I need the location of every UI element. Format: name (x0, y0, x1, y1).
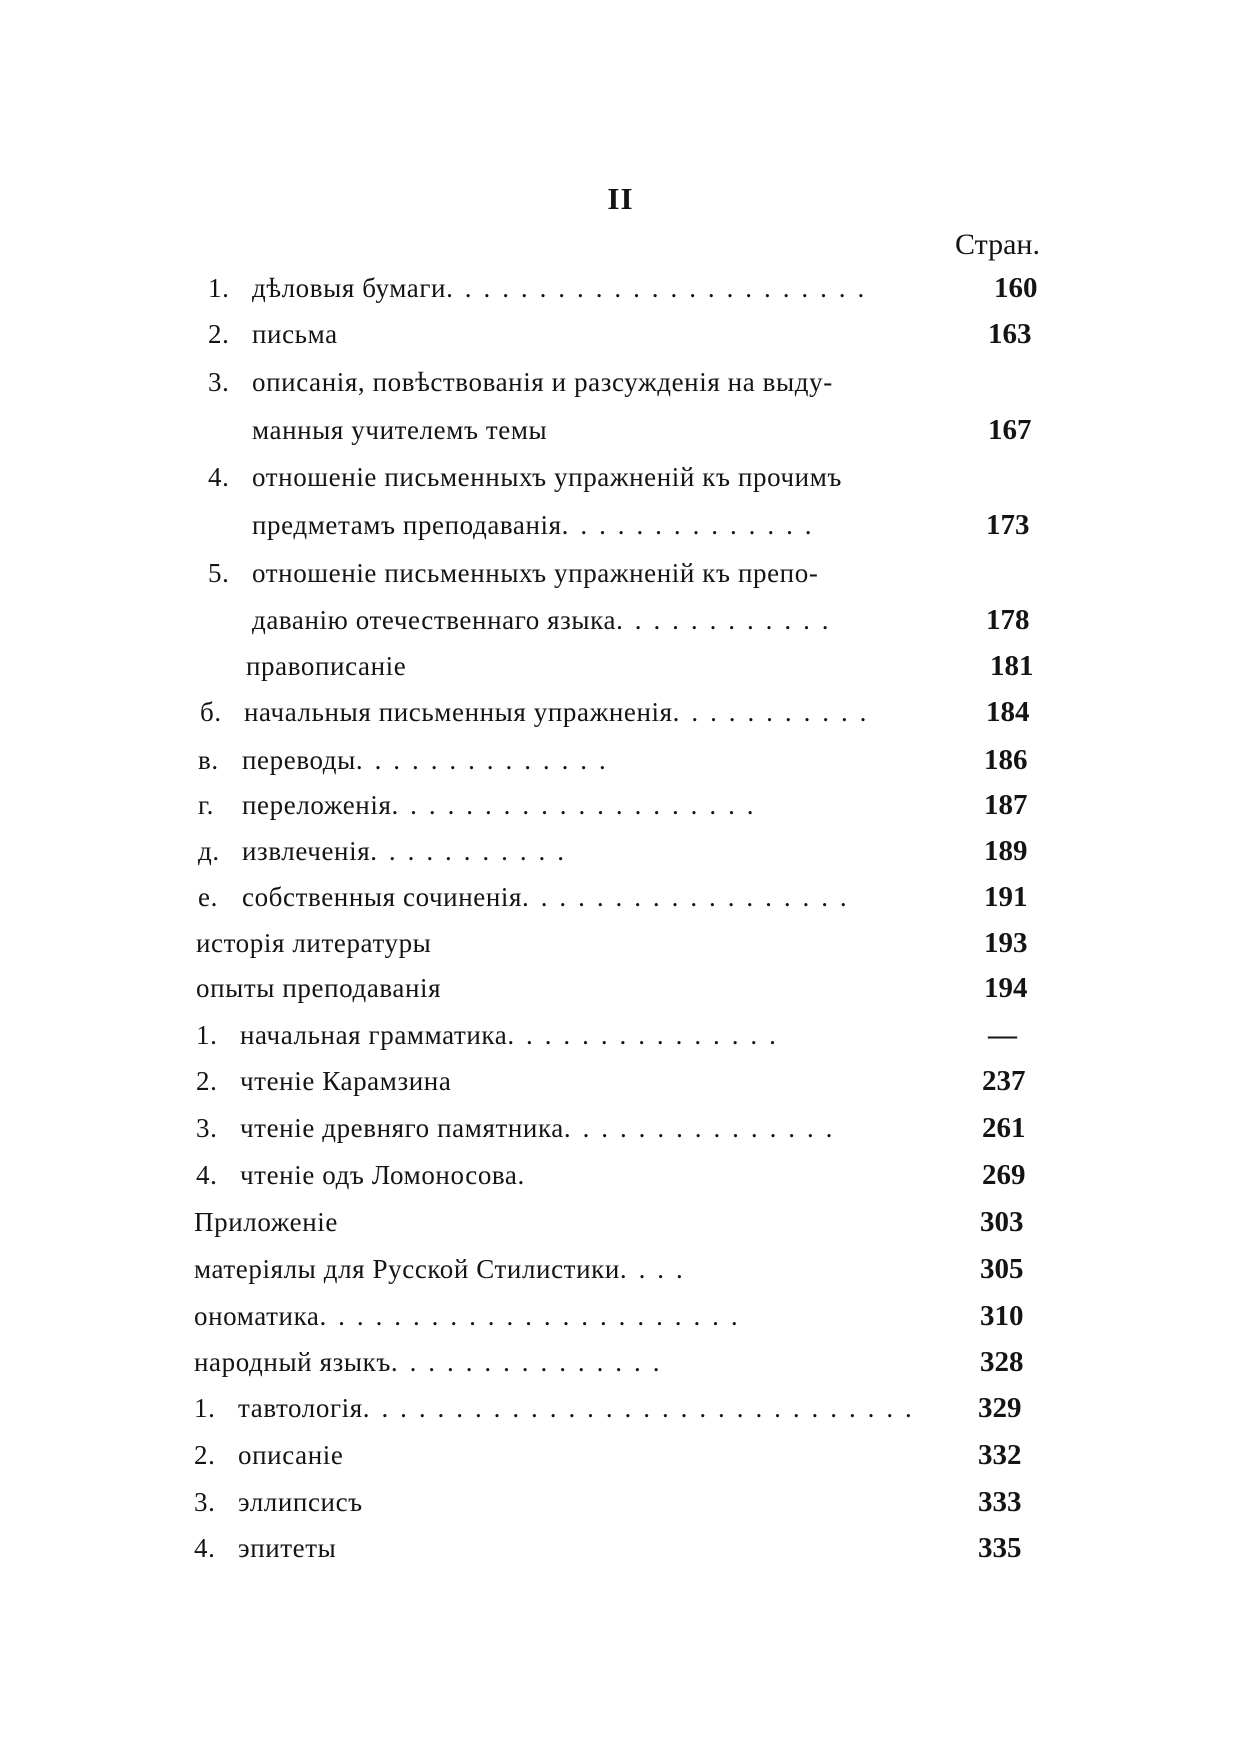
entry-number: 2. (196, 1066, 218, 1096)
toc-entry (208, 459, 842, 495)
entry-number: 2. (208, 319, 230, 349)
toc-entry-continuation (252, 412, 547, 448)
entry-title: матеріялы для Русской Стилистики (194, 1254, 620, 1284)
leader-dots: . . . . . . . . . . . . . . . (563, 1113, 836, 1143)
entry-title: дѣловыя бумаги (252, 273, 447, 303)
entry-title: переложенія (242, 790, 392, 820)
entry-number: 5. (208, 558, 230, 588)
entry-page: 186 (984, 744, 1028, 776)
entry-page: 305 (980, 1253, 1024, 1285)
entry-number: 1. (194, 1393, 216, 1423)
toc-entry (246, 648, 406, 684)
leader-dots: . . . . . . . . . . . . . . . . . . . . . . . (319, 1301, 741, 1331)
entry-number: г. (198, 790, 214, 820)
entry-page: 329 (978, 1392, 1022, 1424)
toc-entry (198, 787, 756, 823)
entry-page: 333 (978, 1486, 1022, 1518)
leader-dots: . . . . . . . . . . . . . . (561, 510, 815, 540)
entry-page: 160 (994, 272, 1038, 304)
toc-entry (194, 1530, 336, 1566)
toc-entry (196, 1157, 527, 1193)
entry-title: манныя учителемъ темы (252, 415, 548, 445)
entry-page: 178 (986, 604, 1030, 636)
entry-title: правописаніе (246, 651, 407, 681)
entry-number: 3. (208, 367, 230, 397)
leader-dots: . . . . . . . . . . . . . . (355, 745, 609, 775)
toc-entry (194, 1251, 685, 1287)
entry-page: 335 (978, 1532, 1022, 1564)
entry-title: исторія литературы (196, 928, 432, 958)
entry-title: чтеніе Карамзина (240, 1066, 452, 1096)
toc-entry (194, 1344, 662, 1380)
toc-entry-continuation (252, 507, 814, 543)
entry-title: начальная грамматика (240, 1020, 508, 1050)
entry-number: 4. (196, 1160, 218, 1190)
entry-page: 328 (980, 1346, 1024, 1378)
entry-title: эллипсисъ (238, 1487, 363, 1517)
toc-entry (208, 316, 338, 352)
leader-dots: . . . . . . . . . . . . (616, 605, 832, 635)
leader-dots: . . . . . . . . . . . . . . . . . . (522, 882, 850, 912)
toc-entry (196, 970, 441, 1006)
entry-number: б. (200, 697, 222, 727)
entry-title: тавтологія (238, 1393, 363, 1423)
entry-page: 303 (980, 1206, 1024, 1238)
entry-number: 4. (194, 1533, 216, 1563)
entry-number: в. (198, 745, 219, 775)
entry-title: народный языкъ (194, 1347, 391, 1377)
entry-number: 2. (194, 1440, 216, 1470)
entry-title: извлеченія (242, 836, 371, 866)
entry-page: — (988, 1019, 1017, 1051)
entry-title: описаніе (238, 1440, 344, 1470)
page-number: II (607, 181, 634, 216)
entry-title: отношеніе письменныхъ упражненій къ прочимъ (252, 462, 842, 492)
toc-entry-continuation (252, 602, 831, 638)
leader-dots: . . . . . . . . . . . . . . . . . . . . . . . (446, 273, 867, 303)
toc-entry (208, 270, 867, 306)
entry-title: эпитеты (238, 1533, 337, 1563)
entry-number: 3. (194, 1487, 216, 1517)
toc-entry (196, 1063, 451, 1099)
entry-number: д. (198, 836, 220, 866)
leader-dots: . (517, 1160, 527, 1190)
leader-dots: . . . . . . . . . . . (672, 697, 870, 727)
toc-entry (198, 879, 849, 915)
entry-page: 269 (982, 1159, 1026, 1191)
entry-page: 189 (984, 835, 1028, 867)
entry-title: начальныя письменныя упражненія (244, 697, 673, 727)
entry-number: 3. (196, 1113, 218, 1143)
leader-dots: . . . . . . . . . . . . . . . (390, 1347, 663, 1377)
toc-entry (194, 1204, 338, 1240)
entry-title: предметамъ преподаванія (252, 510, 562, 540)
entry-title: отношеніе письменныхъ упражненій къ препо- (252, 558, 819, 588)
entry-page: 310 (980, 1300, 1024, 1332)
leader-dots: . . . . . . . . . . . (370, 836, 567, 866)
entry-number: е. (198, 882, 218, 912)
entry-page: 237 (982, 1065, 1026, 1097)
toc-entry (194, 1298, 740, 1334)
entry-title: опыты преподаванія (196, 973, 442, 1003)
entry-title: описанія, повѣствованія и разсужденія на выду- (252, 367, 833, 397)
entry-title: письма (252, 319, 338, 349)
leader-dots: . . . . (619, 1254, 686, 1284)
toc-entry (194, 1437, 343, 1473)
toc-entry (208, 364, 833, 400)
toc-entry (194, 1390, 914, 1426)
entry-page: 184 (986, 696, 1030, 728)
entry-title: чтеніе древняго памятника (240, 1113, 564, 1143)
entry-page: 332 (978, 1439, 1022, 1471)
entry-page: 173 (986, 509, 1030, 541)
entry-page: 167 (988, 414, 1032, 446)
toc-entry (198, 742, 608, 778)
toc-entry (194, 1484, 363, 1520)
entry-title: чтеніе одъ Ломоносова (240, 1160, 518, 1190)
entry-page: 163 (988, 318, 1032, 350)
entry-page: 261 (982, 1112, 1026, 1144)
entry-title: даванію отечественнаго языка (252, 605, 617, 635)
entry-number: 1. (196, 1020, 218, 1050)
entry-page: 191 (984, 881, 1028, 913)
leader-dots: . . . . . . . . . . . . . . . . . . . . (391, 790, 757, 820)
leader-dots: . . . . . . . . . . . . . . . (507, 1020, 779, 1050)
entry-page: 194 (984, 972, 1028, 1004)
toc-entry (196, 925, 431, 961)
entry-title: переводы (242, 745, 356, 775)
toc-entry (198, 833, 567, 869)
entry-page: 187 (984, 789, 1028, 821)
toc-entry (196, 1017, 778, 1053)
toc-entry (200, 694, 869, 730)
entry-number: 1. (208, 273, 230, 303)
entry-title: Приложеніе (194, 1207, 338, 1237)
entry-page: 181 (990, 650, 1034, 682)
leader-dots: . . . . . . . . . . . . . . . . . . . . . . . . . . . . . . (362, 1393, 915, 1423)
entry-number: 4. (208, 462, 230, 492)
pages-column-header: Стран. (955, 228, 1040, 261)
toc-entry (196, 1110, 835, 1146)
entry-page: 193 (984, 927, 1028, 959)
entry-title: собственныя сочиненія (242, 882, 523, 912)
entry-title: ономатика (194, 1301, 320, 1331)
toc-entry (208, 555, 818, 591)
